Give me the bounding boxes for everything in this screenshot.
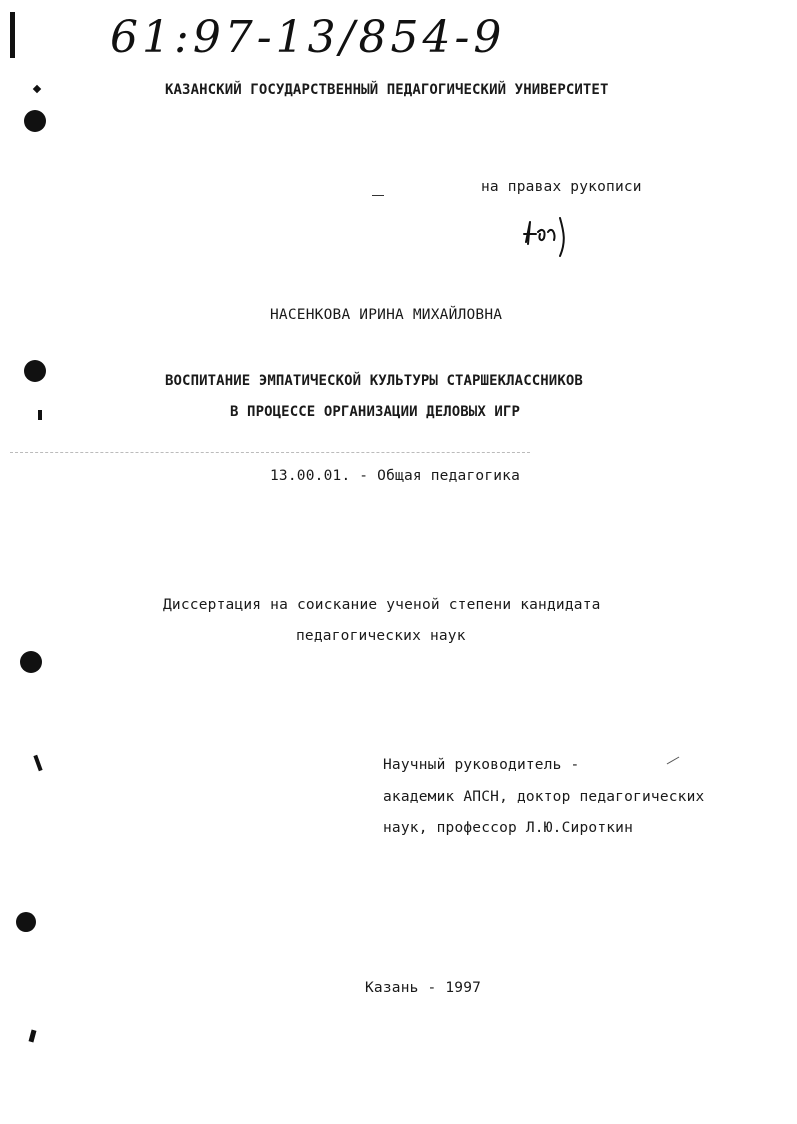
binder-hole [24,360,46,382]
supervisor-line-1: Научный руководитель - [383,757,580,773]
thesis-title-line-1: ВОСПИТАНИЕ ЭМПАТИЧЕСКОЙ КУЛЬТУРЫ СТАРШЕКЛАССНИКОВ [165,373,583,389]
binder-hole [16,912,36,932]
binder-hole [24,110,46,132]
specialty: 13.00.01. - Общая педагогика [270,468,521,484]
signature [520,212,590,262]
manuscript-rights: на правах рукописи [481,179,642,195]
speck [372,195,384,196]
speck [33,755,42,771]
thesis-title-line-2: В ПРОЦЕССЕ ОРГАНИЗАЦИИ ДЕЛОВЫХ ИГР [230,404,520,420]
dissertation-line-2: педагогических наук [296,628,466,644]
archive-number: 61:97-13/854-9 [110,12,506,63]
university-name: КАЗАНСКИЙ ГОСУДАРСТВЕННЫЙ ПЕДАГОГИЧЕСКИЙ УНИВЕРСИТЕТ [165,82,609,98]
speck [667,757,680,765]
binder-mark [10,12,15,58]
speck [33,85,41,93]
dissertation-line-1: Диссертация на соискание ученой степени кандидата [163,597,601,613]
place-and-year: Казань - 1997 [365,980,482,996]
speck [29,1030,37,1043]
author-name: НАСЕНКОВА ИРИНА МИХАЙЛОВНА [270,307,503,323]
divider [10,452,530,453]
speck [38,410,42,420]
supervisor-line-3: наук, профессор Л.Ю.Сироткин [383,820,634,836]
binder-hole [20,651,42,673]
supervisor-line-2: академик АПСН, доктор педагогических [383,789,705,805]
